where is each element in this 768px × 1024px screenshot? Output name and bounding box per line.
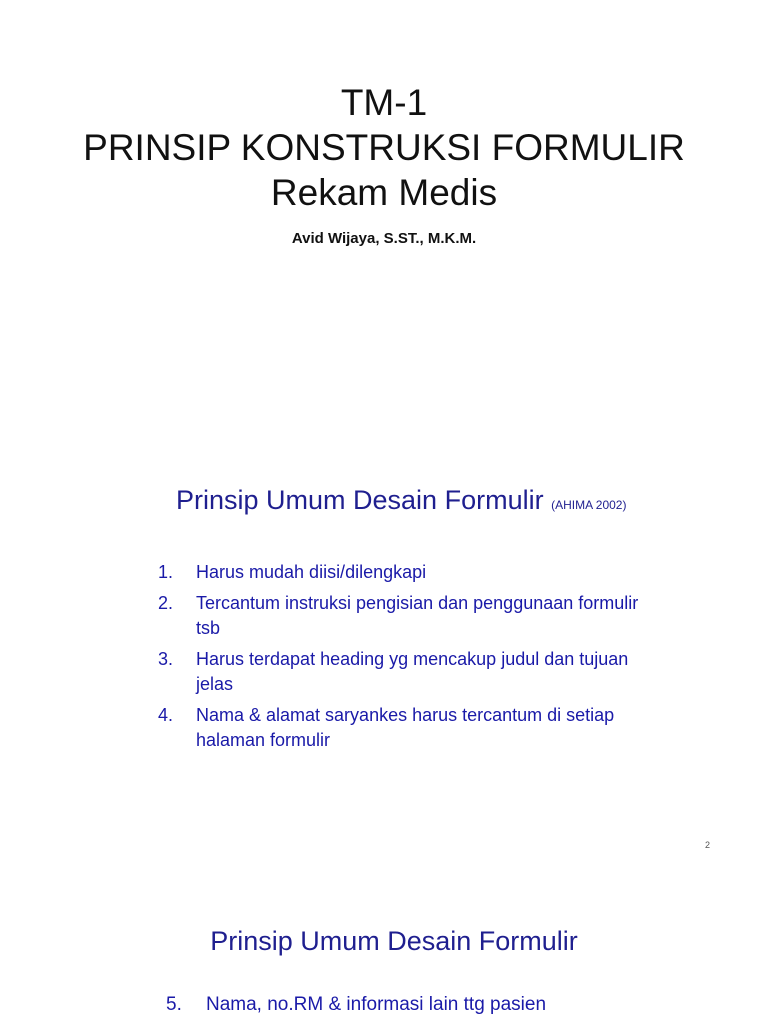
author-name: Avid Wijaya, S.ST., M.K.M. <box>291 230 477 247</box>
list-item <box>158 703 648 753</box>
slide-title <box>0 80 768 215</box>
list-item-text: Harus terdapat heading yg mencakup judul dan tujuan jelas <box>196 649 629 694</box>
title-line-sub: Rekam Medis <box>270 172 498 213</box>
list-item-number: 2. <box>158 593 174 613</box>
list-item <box>158 647 648 697</box>
title-slide <box>0 0 768 432</box>
principles-list <box>166 992 636 1018</box>
list-item-number: 3. <box>158 649 174 669</box>
slide-heading <box>176 484 646 516</box>
list-item <box>158 591 648 641</box>
principles-list <box>158 560 648 759</box>
content-slide-principles <box>0 432 768 864</box>
title-line-code: TM-1 <box>340 82 428 123</box>
page-number: 2 <box>704 840 710 850</box>
list-item-number: 1. <box>158 562 174 582</box>
content-slide-continued <box>0 864 768 1024</box>
list-item-text: Harus mudah diisi/dilengkapi <box>196 562 427 582</box>
list-item <box>166 992 636 1018</box>
list-item-text: Nama, no.RM & informasi lain ttg pasien <box>206 994 547 1015</box>
title-line-main: PRINSIP KONSTRUKSI FORMULIR <box>83 127 685 168</box>
list-item <box>158 560 648 585</box>
heading-text: Prinsip Umum Desain Formulir <box>176 485 544 515</box>
heading-source-note: (AHIMA 2002) <box>551 498 627 512</box>
list-item-text: Tercantum instruksi pengisian dan penggunaan formulir tsb <box>196 593 639 638</box>
slide-heading: Prinsip Umum Desain Formulir <box>210 926 578 956</box>
list-item-text: Nama & alamat saryankes harus tercantum di setiap halaman formulir <box>196 705 615 750</box>
list-item-number: 5. <box>166 994 182 1015</box>
list-item-number: 4. <box>158 705 174 725</box>
